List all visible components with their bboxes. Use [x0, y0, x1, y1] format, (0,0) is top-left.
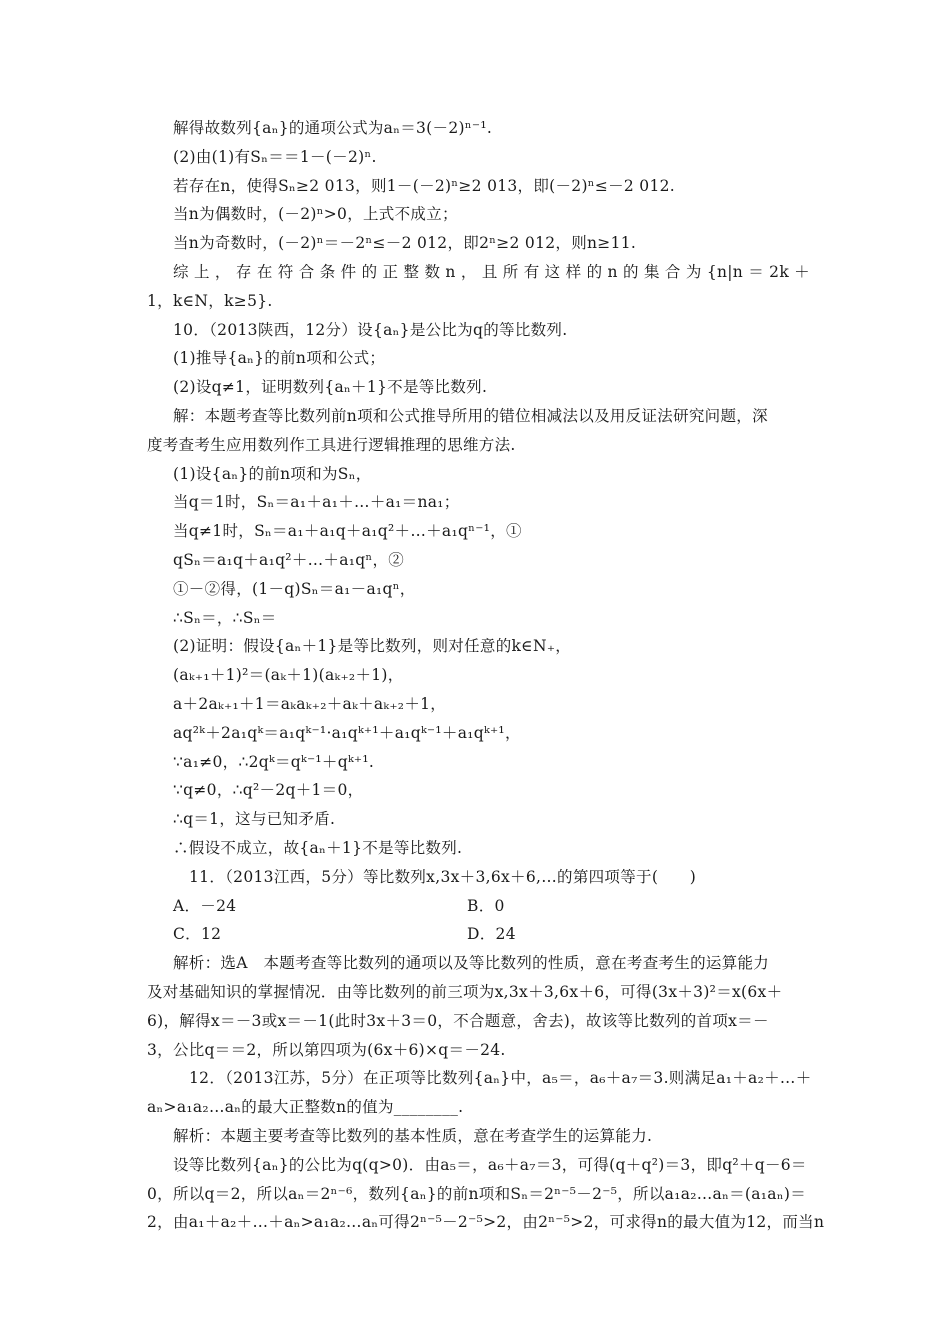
text-line: aₙ>a₁a₂…aₙ的最大正整数n的值为________. [147, 1098, 464, 1116]
choice-b: B．0 [467, 897, 505, 915]
question-11-title: 11．（2013江西，5分）等比数列x,3x＋3,6x＋6,…的第四项等于( ) [189, 868, 697, 886]
text-line: 及对基础知识的掌握情况．由等比数列的前三项为x,3x＋3,6x＋6，可得(3x＋3)²＝x(6x＋ [147, 983, 783, 1001]
text-line: 0，所以q＝2，所以aₙ＝2ⁿ⁻⁶，数列{aₙ}的前n项和Sₙ＝2ⁿ⁻⁵－2⁻⁵，所以a₁a₂…aₙ＝(a₁aₙ)＝ [147, 1185, 807, 1203]
question-10-title: 10．（2013陕西，12分）设{aₙ}是公比为q的等比数列. [173, 321, 568, 339]
text-line: 1，k∈N，k≥5}. [147, 292, 273, 310]
text-line: (aₖ₊₁＋1)²＝(aₖ＋1)(aₖ₊₂＋1)， [173, 666, 404, 684]
text-line: qSₙ＝a₁q＋a₁q²＋…＋a₁qⁿ，② [173, 551, 405, 569]
text-line: 解析：选A 本题考查等比数列的通项以及等比数列的性质，意在考查考生的运算能力 [173, 954, 770, 972]
choice-a: A．－24 [173, 897, 237, 915]
text-line: ∵a₁≠0，∴2qᵏ＝qᵏ⁻¹＋qᵏ⁺¹. [173, 753, 375, 771]
text-line: ∴假设不成立，故{aₙ＋1}不是等比数列. [173, 839, 463, 857]
text-line: 设等比数列{aₙ}的公比为q(q>0)．由a₅＝，a₆＋a₇＝3，可得(q＋q²)＝3，即q²＋q－6＝ [173, 1156, 807, 1174]
text-line: (2)证明：假设{aₙ＋1}是等比数列，则对任意的k∈N₊， [173, 637, 572, 655]
text-line: 度考查考生应用数列作工具进行逻辑推理的思维方法. [147, 436, 516, 454]
text-line: ∴q＝1，这与已知矛盾. [173, 810, 336, 828]
text-line: 当n为偶数时，(－2)ⁿ>0，上式不成立； [173, 205, 458, 223]
text-line: (2)设q≠1，证明数列{aₙ＋1}不是等比数列. [173, 378, 488, 396]
text-line: ①－②得，(1－q)Sₙ＝a₁－a₁qⁿ， [173, 580, 416, 598]
text-line: 解得故数列{aₙ}的通项公式为aₙ＝3(－2)ⁿ⁻¹. [173, 119, 493, 137]
text-line: ∵q≠0，∴q²－2q＋1＝0， [173, 781, 364, 799]
text-line: 解析：本题主要考查等比数列的基本性质，意在考查学生的运算能力. [173, 1127, 653, 1145]
text-line: 综上，存在符合条件的正整数n，且所有这样的n的集合为{n|n＝2k＋ [173, 263, 810, 281]
text-line: (2)由(1)有Sₙ＝＝1－(－2)ⁿ. [173, 148, 377, 166]
text-line: 当n为奇数时，(－2)ⁿ＝－2ⁿ≤－2 012，即2ⁿ≥2 012，则n≥11. [173, 234, 637, 252]
text-line: 6)，解得x＝－3或x＝－1(此时3x＋3＝0，不合题意，舍去)，故该等比数列的首项x＝－ [147, 1012, 769, 1030]
text-line: 当q＝1时，Sₙ＝a₁＋a₁＋…＋a₁＝na₁； [173, 493, 460, 511]
choice-c: C．12 [173, 925, 222, 943]
text-line: 若存在n，使得Sₙ≥2 013，则1－(－2)ⁿ≥2 013，即(－2)ⁿ≤－2 012. [173, 177, 676, 195]
choice-d: D．24 [467, 925, 516, 943]
text-line: ∴Sₙ＝，∴Sₙ＝ [173, 609, 277, 627]
question-12-title: 12．（2013江苏，5分）在正项等比数列{aₙ}中，a₅＝，a₆＋a₇＝3.则满足a₁＋a₂＋…＋ [189, 1069, 812, 1087]
text-line: 当q≠1时，Sₙ＝a₁＋a₁q＋a₁q²＋…＋a₁qⁿ⁻¹，① [173, 522, 522, 540]
text-line: 3，公比q＝＝2，所以第四项为(6x＋6)×q＝－24. [147, 1041, 506, 1059]
text-line: a＋2aₖ₊₁＋1＝aₖaₖ₊₂＋aₖ＋aₖ₊₂＋1， [173, 695, 447, 713]
text-line: aq²ᵏ＋2a₁qᵏ＝a₁qᵏ⁻¹·a₁qᵏ⁺¹＋a₁qᵏ⁻¹＋a₁qᵏ⁺¹， [173, 724, 521, 742]
text-line: (1)设{aₙ}的前n项和为Sₙ， [173, 465, 372, 483]
text-line: 解：本题考查等比数列前n项和公式推导所用的错位相减法以及用反证法研究问题，深 [173, 407, 768, 425]
text-line: (1)推导{aₙ}的前n项和公式； [173, 349, 386, 367]
text-line: 2，由a₁＋a₂＋…＋aₙ>a₁a₂…aₙ可得2ⁿ⁻⁵－2⁻⁵>2，由2ⁿ⁻⁵>2，可求得n的最大值为12，而当n [147, 1213, 825, 1231]
